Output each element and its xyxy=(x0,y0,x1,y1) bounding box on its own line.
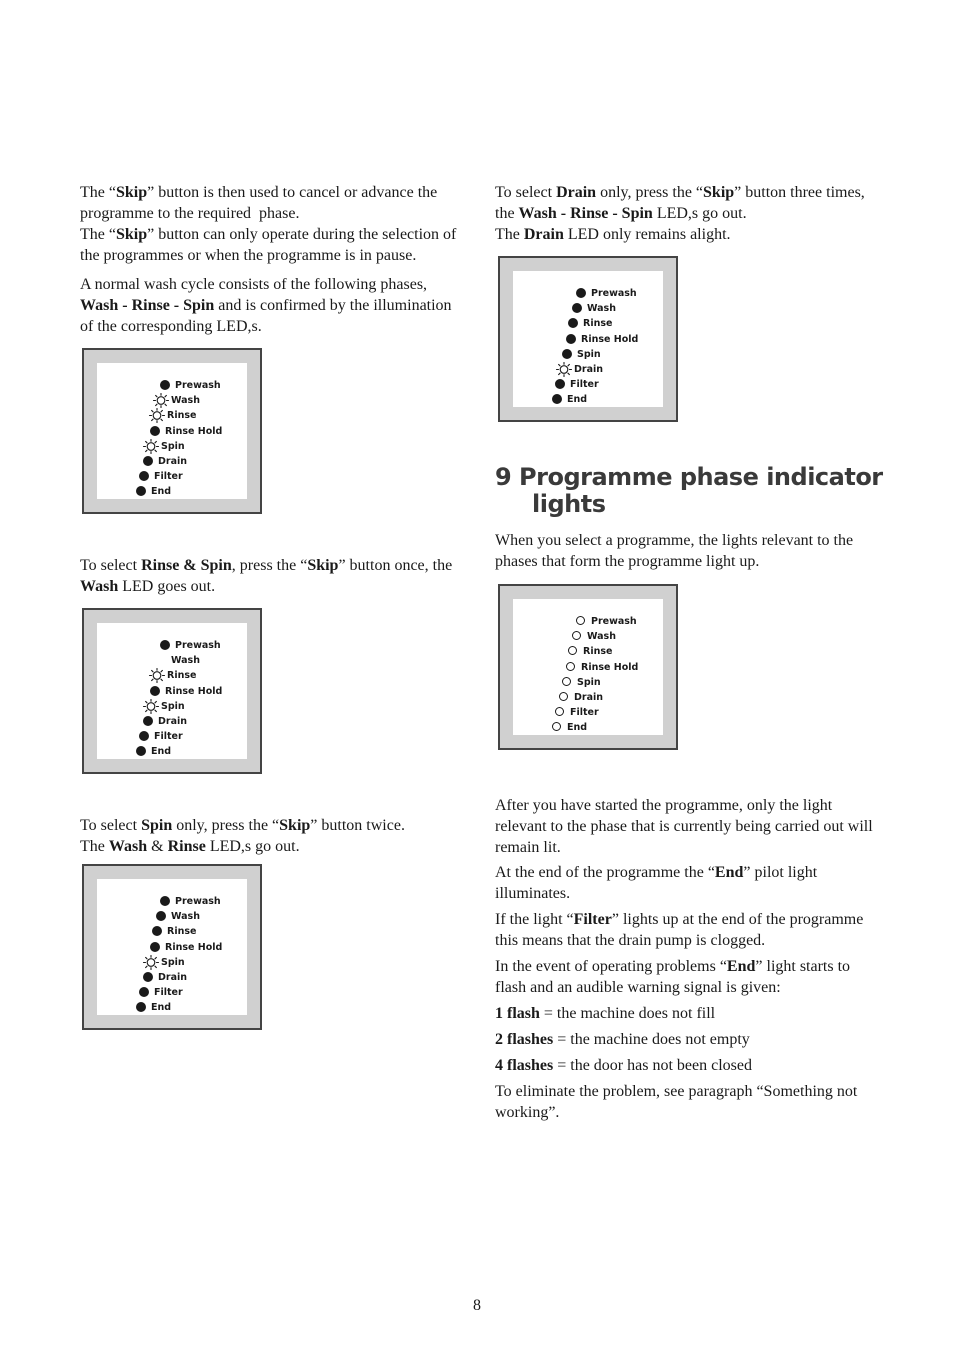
led-label: Filter xyxy=(154,987,183,999)
select-programme-paragraph: When you select a programme, the lights relevant to the phases that form the programme light up. xyxy=(495,532,854,570)
led-label: Filter xyxy=(154,471,183,483)
led-dot-icon xyxy=(135,985,153,1000)
led-label: Drain xyxy=(158,456,188,467)
page-number: 8 xyxy=(473,1297,481,1314)
led-label: Prewash xyxy=(175,640,221,651)
intro-skip-paragraph: The “Skip” button is then used to cancel or advance the programme to the required phase. The “Skip” button can only operate during the selection of the programmes or when the programme is in pause. xyxy=(80,184,457,264)
led-dot-icon xyxy=(551,377,569,392)
led-label: Rinse xyxy=(167,926,197,938)
rinse-spin-paragraph: To select Rinse & Spin, press the “Skip” button once, the Wash LED goes out. xyxy=(80,557,453,595)
led-dot-icon xyxy=(146,940,164,955)
led-off-icon xyxy=(555,690,573,705)
four-flashes-line: 4 flashes = the door has not been closed xyxy=(495,1057,752,1074)
panel-normal-cycle xyxy=(82,348,262,514)
drain-only-paragraph: To select Drain only, press the “Skip” button three times, the Wash - Rinse - Spin LED,s go out. The Drain LED only remains alight. xyxy=(495,184,865,243)
led-label: Spin xyxy=(161,700,185,712)
one-flash-line: 1 flash = the machine does not fill xyxy=(495,1005,716,1022)
led-dot-icon xyxy=(156,638,174,653)
led-lit-icon xyxy=(142,699,160,714)
led-dot-icon xyxy=(148,924,166,939)
led-label: Wash xyxy=(587,631,616,643)
led-dot-icon xyxy=(139,714,157,729)
led-off-icon xyxy=(564,644,582,659)
led-dot-icon xyxy=(156,894,174,909)
led-dot-icon xyxy=(568,301,586,316)
panel-spin-only xyxy=(82,864,262,1030)
led-label: Rinse Hold xyxy=(581,333,639,345)
led-label: Prewash xyxy=(591,288,637,299)
led-blank-icon xyxy=(152,653,170,668)
led-lit-icon xyxy=(142,955,160,970)
section-heading xyxy=(495,464,883,518)
led-dot-icon xyxy=(132,744,150,759)
led-dot-icon xyxy=(135,469,153,484)
led-label: Wash xyxy=(171,395,200,407)
heading-line-2: lights xyxy=(532,490,606,518)
led-label: Rinse xyxy=(167,670,197,682)
led-lit-icon xyxy=(555,362,573,377)
led-label: Spin xyxy=(577,348,601,360)
panel-drain-only xyxy=(498,256,678,422)
led-lit-icon xyxy=(148,408,166,423)
led-label: Prewash xyxy=(175,896,221,907)
led-dot-icon xyxy=(562,332,580,347)
led-off-icon xyxy=(548,720,566,735)
heading-line-1: 9 Programme phase indicator xyxy=(495,463,883,491)
led-label: Spin xyxy=(577,676,601,688)
filter-light-paragraph: If the light “Filter” lights up at the end of the programme this means that the drain pump is clogged. xyxy=(495,911,864,949)
led-label: Rinse Hold xyxy=(165,941,223,953)
panel-all-off xyxy=(498,584,678,750)
led-label: Filter xyxy=(570,379,599,391)
led-label: End xyxy=(151,746,172,758)
led-label: Spin xyxy=(161,440,185,452)
panel-rinse-spin xyxy=(82,608,262,774)
led-label: Prewash xyxy=(591,616,637,627)
led-dot-icon xyxy=(548,392,566,407)
led-dot-icon xyxy=(152,909,170,924)
led-dot-icon xyxy=(146,684,164,699)
led-lit-icon xyxy=(148,668,166,683)
eliminate-problem-paragraph: To eliminate the problem, see paragraph “Something not working”. xyxy=(495,1083,858,1121)
led-label: Drain xyxy=(574,364,604,375)
led-label: Rinse xyxy=(583,646,613,658)
led-label: Rinse Hold xyxy=(581,661,639,673)
led-label: Filter xyxy=(154,731,183,743)
led-label: End xyxy=(567,722,588,734)
led-label: Rinse Hold xyxy=(165,685,223,697)
led-dot-icon xyxy=(139,454,157,469)
led-dot-icon xyxy=(564,316,582,331)
led-label: Rinse xyxy=(583,318,613,330)
led-label: Rinse Hold xyxy=(165,425,223,437)
led-label: End xyxy=(151,1002,172,1014)
led-dot-icon xyxy=(558,347,576,362)
led-lit-icon xyxy=(152,393,170,408)
end-light-paragraph: At the end of the programme the “End” pilot light illuminates. xyxy=(495,864,818,902)
led-label: Wash xyxy=(171,655,200,667)
led-label: Spin xyxy=(161,956,185,968)
led-label: Rinse xyxy=(167,410,197,422)
led-label: Wash xyxy=(171,911,200,923)
led-label: Wash xyxy=(587,303,616,315)
led-dot-icon xyxy=(135,729,153,744)
led-label: Prewash xyxy=(175,380,221,391)
led-label: Drain xyxy=(158,716,188,727)
led-dot-icon xyxy=(139,970,157,985)
led-label: Filter xyxy=(570,707,599,719)
led-dot-icon xyxy=(132,484,150,499)
two-flashes-line: 2 flashes = the machine does not empty xyxy=(495,1031,750,1048)
led-off-icon xyxy=(562,660,580,675)
led-off-icon xyxy=(558,675,576,690)
led-lit-icon xyxy=(142,439,160,454)
led-dot-icon xyxy=(156,378,174,393)
led-off-icon xyxy=(551,705,569,720)
led-dot-icon xyxy=(146,424,164,439)
led-label: Drain xyxy=(158,972,188,983)
after-start-paragraph: After you have started the programme, only the light relevant to the phase that is currently being carried out will remain lit. xyxy=(495,797,873,856)
led-off-icon xyxy=(572,614,590,629)
led-off-icon xyxy=(568,629,586,644)
spin-only-paragraph: To select Spin only, press the “Skip” button twice. The Wash & Rinse LED,s go out. xyxy=(80,817,405,855)
led-dot-icon xyxy=(132,1000,150,1015)
led-dot-icon xyxy=(572,286,590,301)
led-label: End xyxy=(567,394,588,406)
led-label: Drain xyxy=(574,692,604,703)
led-label: End xyxy=(151,486,172,498)
operating-problems-paragraph: In the event of operating problems “End” light starts to flash and an audible warning signal is given: xyxy=(495,958,851,996)
normal-cycle-paragraph: A normal wash cycle consists of the following phases, Wash - Rinse - Spin and is confirmed by the illumination of the corresponding LED,s. xyxy=(80,276,452,335)
